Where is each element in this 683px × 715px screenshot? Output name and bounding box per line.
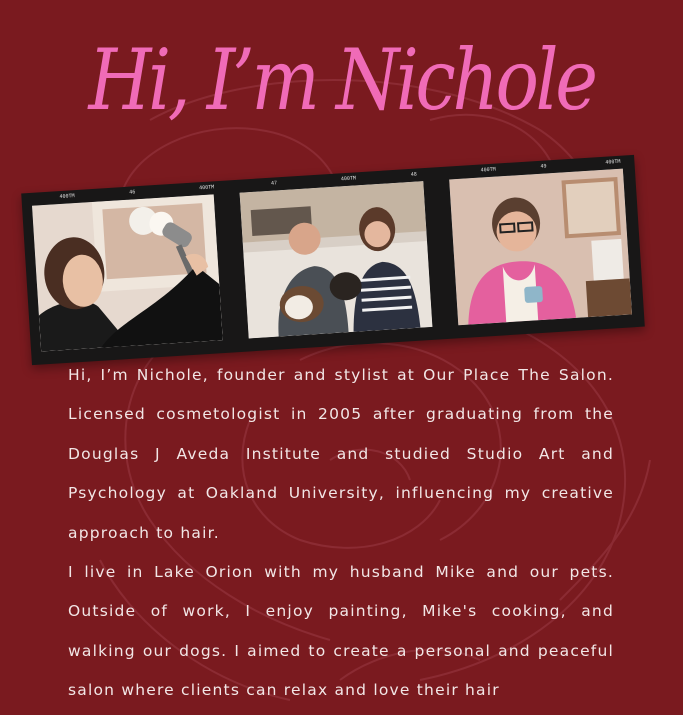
bio-paragraph: I live in Lake Orion with my husband Mike and our pets. Outside of work, I enjoy painting, Mike's cooking, and walking our dogs. I aimed to create a personal and peaceful salon where clients can relax and love their hair bbox=[68, 563, 614, 700]
photo-stylist-blow-dryer bbox=[32, 194, 223, 351]
film-code: 48 bbox=[410, 171, 418, 178]
film-code: 400TM bbox=[59, 193, 75, 201]
film-code: 400TM bbox=[340, 175, 357, 183]
bio-paragraph: Hi, I’m Nichole, founder and stylist at Our Place The Salon. Licensed cosmetologist in 2005 after graduating from the Douglas J Aveda Institute and studied Studio Art and Psychology at Oakland University, influencing my creative approach to hair. bbox=[68, 366, 614, 542]
photo-filmstrip bbox=[21, 155, 645, 365]
film-code: 400TM bbox=[480, 166, 496, 174]
film-code: 400TM bbox=[199, 184, 215, 192]
page-title: Hi, I’m Nichole bbox=[88, 31, 595, 129]
film-code: 49 bbox=[540, 163, 547, 170]
film-code: 47 bbox=[270, 180, 278, 187]
bio-text bbox=[68, 356, 614, 711]
photo-couple-with-dogs bbox=[240, 181, 433, 338]
film-code: 46 bbox=[129, 189, 136, 196]
film-code: 400TM bbox=[605, 158, 621, 166]
